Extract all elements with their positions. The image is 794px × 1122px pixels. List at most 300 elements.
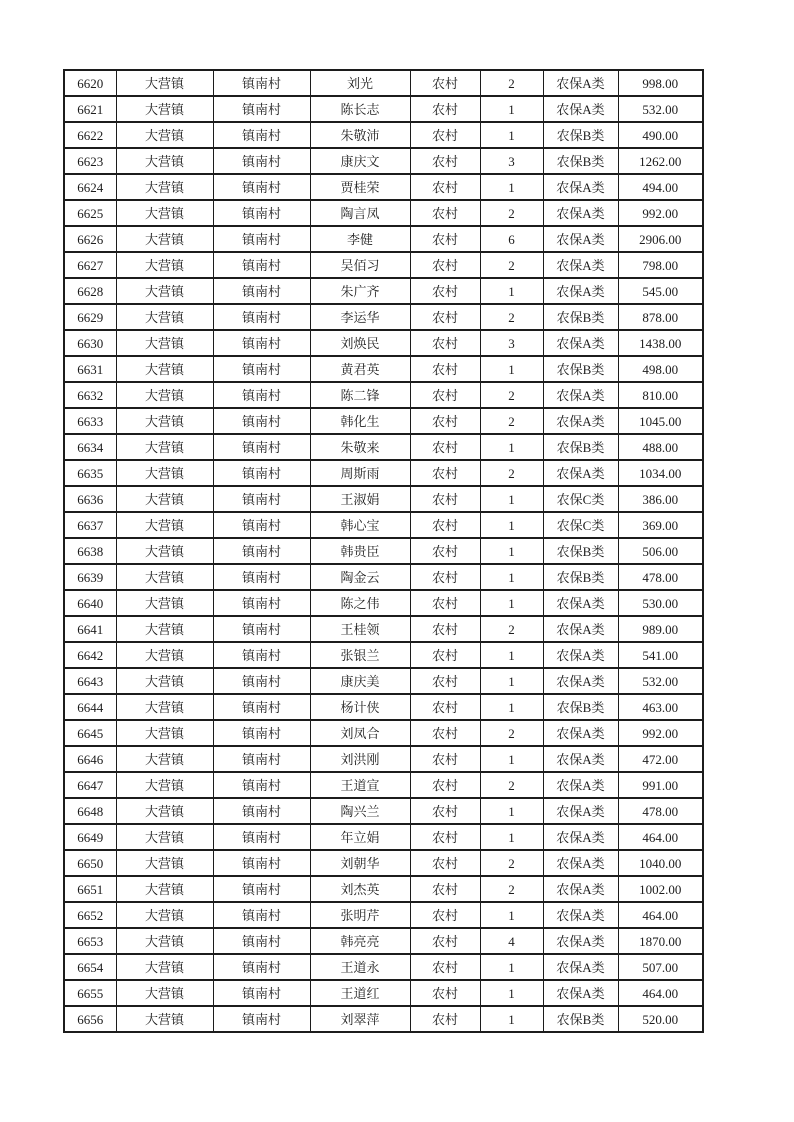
cell-town: 大营镇 bbox=[116, 850, 213, 876]
cell-person-name: 陶兴兰 bbox=[310, 798, 410, 824]
cell-category: 农村 bbox=[410, 174, 480, 200]
cell-amount: 1262.00 bbox=[618, 148, 703, 174]
cell-insurance-type: 农保B类 bbox=[543, 148, 618, 174]
cell-person-name: 刘洪刚 bbox=[310, 746, 410, 772]
cell-amount: 1438.00 bbox=[618, 330, 703, 356]
cell-person-name: 韩化生 bbox=[310, 408, 410, 434]
cell-insurance-type: 农保B类 bbox=[543, 434, 618, 460]
cell-amount: 464.00 bbox=[618, 824, 703, 850]
cell-person-name: 刘凤合 bbox=[310, 720, 410, 746]
cell-serial-number: 6641 bbox=[64, 616, 116, 642]
cell-insurance-type: 农保B类 bbox=[543, 564, 618, 590]
cell-amount: 1034.00 bbox=[618, 460, 703, 486]
cell-town: 大营镇 bbox=[116, 876, 213, 902]
cell-insurance-type: 农保A类 bbox=[543, 408, 618, 434]
cell-village: 镇南村 bbox=[213, 564, 310, 590]
table-row bbox=[64, 460, 703, 486]
cell-person-count: 4 bbox=[480, 928, 543, 954]
cell-insurance-type: 农保A类 bbox=[543, 824, 618, 850]
cell-category: 农村 bbox=[410, 252, 480, 278]
table-row bbox=[64, 330, 703, 356]
cell-category: 农村 bbox=[410, 486, 480, 512]
cell-serial-number: 6626 bbox=[64, 226, 116, 252]
cell-person-count: 1 bbox=[480, 96, 543, 122]
cell-person-count: 2 bbox=[480, 460, 543, 486]
cell-serial-number: 6627 bbox=[64, 252, 116, 278]
cell-village: 镇南村 bbox=[213, 434, 310, 460]
cell-person-count: 1 bbox=[480, 824, 543, 850]
cell-person-name: 陶金云 bbox=[310, 564, 410, 590]
table-row bbox=[64, 278, 703, 304]
cell-person-count: 1 bbox=[480, 538, 543, 564]
cell-serial-number: 6653 bbox=[64, 928, 116, 954]
cell-serial-number: 6645 bbox=[64, 720, 116, 746]
cell-person-name: 韩心宝 bbox=[310, 512, 410, 538]
cell-category: 农村 bbox=[410, 408, 480, 434]
table-row bbox=[64, 928, 703, 954]
cell-insurance-type: 农保B类 bbox=[543, 356, 618, 382]
cell-town: 大营镇 bbox=[116, 746, 213, 772]
cell-person-count: 1 bbox=[480, 1006, 543, 1032]
cell-town: 大营镇 bbox=[116, 1006, 213, 1032]
cell-person-name: 王道红 bbox=[310, 980, 410, 1006]
cell-amount: 1045.00 bbox=[618, 408, 703, 434]
cell-serial-number: 6643 bbox=[64, 668, 116, 694]
table-row bbox=[64, 356, 703, 382]
cell-amount: 532.00 bbox=[618, 96, 703, 122]
cell-person-name: 朱广齐 bbox=[310, 278, 410, 304]
cell-insurance-type: 农保A类 bbox=[543, 928, 618, 954]
cell-person-count: 1 bbox=[480, 746, 543, 772]
cell-insurance-type: 农保C类 bbox=[543, 486, 618, 512]
cell-amount: 494.00 bbox=[618, 174, 703, 200]
cell-category: 农村 bbox=[410, 200, 480, 226]
cell-person-count: 1 bbox=[480, 486, 543, 512]
table-row bbox=[64, 798, 703, 824]
cell-person-name: 吴佰习 bbox=[310, 252, 410, 278]
cell-person-name: 刘焕民 bbox=[310, 330, 410, 356]
cell-category: 农村 bbox=[410, 980, 480, 1006]
cell-serial-number: 6629 bbox=[64, 304, 116, 330]
cell-category: 农村 bbox=[410, 902, 480, 928]
cell-village: 镇南村 bbox=[213, 252, 310, 278]
cell-insurance-type: 农保A类 bbox=[543, 616, 618, 642]
cell-serial-number: 6639 bbox=[64, 564, 116, 590]
cell-serial-number: 6648 bbox=[64, 798, 116, 824]
cell-town: 大营镇 bbox=[116, 954, 213, 980]
cell-town: 大营镇 bbox=[116, 538, 213, 564]
cell-town: 大营镇 bbox=[116, 564, 213, 590]
cell-amount: 464.00 bbox=[618, 902, 703, 928]
cell-serial-number: 6633 bbox=[64, 408, 116, 434]
cell-village: 镇南村 bbox=[213, 122, 310, 148]
cell-insurance-type: 农保A类 bbox=[543, 850, 618, 876]
cell-village: 镇南村 bbox=[213, 980, 310, 1006]
cell-village: 镇南村 bbox=[213, 616, 310, 642]
cell-category: 农村 bbox=[410, 70, 480, 96]
cell-category: 农村 bbox=[410, 226, 480, 252]
cell-insurance-type: 农保A类 bbox=[543, 668, 618, 694]
table-body bbox=[64, 70, 703, 1032]
cell-person-name: 李健 bbox=[310, 226, 410, 252]
table-row bbox=[64, 252, 703, 278]
cell-person-name: 王道永 bbox=[310, 954, 410, 980]
cell-amount: 798.00 bbox=[618, 252, 703, 278]
table-row bbox=[64, 486, 703, 512]
cell-person-count: 2 bbox=[480, 382, 543, 408]
cell-town: 大营镇 bbox=[116, 772, 213, 798]
cell-serial-number: 6644 bbox=[64, 694, 116, 720]
table-row bbox=[64, 720, 703, 746]
cell-town: 大营镇 bbox=[116, 460, 213, 486]
cell-category: 农村 bbox=[410, 616, 480, 642]
cell-insurance-type: 农保A类 bbox=[543, 746, 618, 772]
cell-category: 农村 bbox=[410, 642, 480, 668]
cell-insurance-type: 农保A类 bbox=[543, 876, 618, 902]
cell-amount: 2906.00 bbox=[618, 226, 703, 252]
cell-town: 大营镇 bbox=[116, 512, 213, 538]
cell-village: 镇南村 bbox=[213, 850, 310, 876]
cell-insurance-type: 农保A类 bbox=[543, 96, 618, 122]
cell-serial-number: 6636 bbox=[64, 486, 116, 512]
cell-category: 农村 bbox=[410, 434, 480, 460]
table-row bbox=[64, 668, 703, 694]
cell-insurance-type: 农保A类 bbox=[543, 798, 618, 824]
cell-person-count: 1 bbox=[480, 798, 543, 824]
cell-category: 农村 bbox=[410, 96, 480, 122]
cell-insurance-type: 农保A类 bbox=[543, 590, 618, 616]
cell-person-count: 1 bbox=[480, 278, 543, 304]
table-row bbox=[64, 174, 703, 200]
cell-town: 大营镇 bbox=[116, 252, 213, 278]
cell-insurance-type: 农保A类 bbox=[543, 382, 618, 408]
table-row bbox=[64, 538, 703, 564]
cell-village: 镇南村 bbox=[213, 642, 310, 668]
cell-person-name: 刘朝华 bbox=[310, 850, 410, 876]
table-row bbox=[64, 902, 703, 928]
cell-village: 镇南村 bbox=[213, 200, 310, 226]
cell-person-name: 刘光 bbox=[310, 70, 410, 96]
cell-category: 农村 bbox=[410, 356, 480, 382]
cell-person-name: 韩贵臣 bbox=[310, 538, 410, 564]
cell-person-name: 年立娟 bbox=[310, 824, 410, 850]
cell-category: 农村 bbox=[410, 512, 480, 538]
cell-village: 镇南村 bbox=[213, 746, 310, 772]
cell-person-count: 1 bbox=[480, 174, 543, 200]
cell-serial-number: 6649 bbox=[64, 824, 116, 850]
cell-amount: 488.00 bbox=[618, 434, 703, 460]
cell-amount: 545.00 bbox=[618, 278, 703, 304]
cell-serial-number: 6632 bbox=[64, 382, 116, 408]
cell-person-name: 朱敬沛 bbox=[310, 122, 410, 148]
cell-village: 镇南村 bbox=[213, 174, 310, 200]
cell-village: 镇南村 bbox=[213, 720, 310, 746]
cell-person-count: 3 bbox=[480, 330, 543, 356]
cell-amount: 478.00 bbox=[618, 564, 703, 590]
cell-serial-number: 6625 bbox=[64, 200, 116, 226]
cell-insurance-type: 农保A类 bbox=[543, 980, 618, 1006]
table-row bbox=[64, 512, 703, 538]
cell-insurance-type: 农保A类 bbox=[543, 642, 618, 668]
cell-amount: 810.00 bbox=[618, 382, 703, 408]
table-row bbox=[64, 226, 703, 252]
table-row bbox=[64, 746, 703, 772]
cell-person-name: 朱敬来 bbox=[310, 434, 410, 460]
cell-amount: 472.00 bbox=[618, 746, 703, 772]
cell-town: 大营镇 bbox=[116, 408, 213, 434]
cell-serial-number: 6630 bbox=[64, 330, 116, 356]
cell-category: 农村 bbox=[410, 746, 480, 772]
cell-category: 农村 bbox=[410, 122, 480, 148]
table-row bbox=[64, 408, 703, 434]
cell-person-count: 2 bbox=[480, 772, 543, 798]
cell-person-count: 1 bbox=[480, 954, 543, 980]
cell-village: 镇南村 bbox=[213, 382, 310, 408]
cell-category: 农村 bbox=[410, 590, 480, 616]
cell-village: 镇南村 bbox=[213, 668, 310, 694]
table-row bbox=[64, 954, 703, 980]
cell-village: 镇南村 bbox=[213, 1006, 310, 1032]
cell-town: 大营镇 bbox=[116, 226, 213, 252]
table-row bbox=[64, 642, 703, 668]
cell-village: 镇南村 bbox=[213, 226, 310, 252]
cell-town: 大营镇 bbox=[116, 928, 213, 954]
cell-amount: 498.00 bbox=[618, 356, 703, 382]
cell-village: 镇南村 bbox=[213, 772, 310, 798]
cell-serial-number: 6650 bbox=[64, 850, 116, 876]
cell-serial-number: 6652 bbox=[64, 902, 116, 928]
cell-village: 镇南村 bbox=[213, 824, 310, 850]
cell-town: 大营镇 bbox=[116, 174, 213, 200]
cell-category: 农村 bbox=[410, 798, 480, 824]
cell-person-name: 刘翠萍 bbox=[310, 1006, 410, 1032]
cell-amount: 464.00 bbox=[618, 980, 703, 1006]
cell-category: 农村 bbox=[410, 694, 480, 720]
cell-village: 镇南村 bbox=[213, 902, 310, 928]
table-row bbox=[64, 824, 703, 850]
cell-person-name: 周斯雨 bbox=[310, 460, 410, 486]
cell-village: 镇南村 bbox=[213, 928, 310, 954]
cell-serial-number: 6628 bbox=[64, 278, 116, 304]
cell-category: 农村 bbox=[410, 1006, 480, 1032]
cell-amount: 991.00 bbox=[618, 772, 703, 798]
table-row bbox=[64, 434, 703, 460]
cell-serial-number: 6655 bbox=[64, 980, 116, 1006]
cell-person-name: 陈之伟 bbox=[310, 590, 410, 616]
cell-amount: 530.00 bbox=[618, 590, 703, 616]
cell-serial-number: 6646 bbox=[64, 746, 116, 772]
table-row bbox=[64, 564, 703, 590]
cell-person-name: 陈长志 bbox=[310, 96, 410, 122]
cell-amount: 369.00 bbox=[618, 512, 703, 538]
cell-person-name: 张明芹 bbox=[310, 902, 410, 928]
cell-town: 大营镇 bbox=[116, 148, 213, 174]
cell-category: 农村 bbox=[410, 538, 480, 564]
table-row bbox=[64, 96, 703, 122]
cell-insurance-type: 农保B类 bbox=[543, 122, 618, 148]
cell-village: 镇南村 bbox=[213, 408, 310, 434]
cell-category: 农村 bbox=[410, 330, 480, 356]
cell-village: 镇南村 bbox=[213, 70, 310, 96]
cell-town: 大营镇 bbox=[116, 434, 213, 460]
cell-person-count: 1 bbox=[480, 694, 543, 720]
cell-serial-number: 6623 bbox=[64, 148, 116, 174]
cell-insurance-type: 农保A类 bbox=[543, 278, 618, 304]
cell-person-count: 1 bbox=[480, 512, 543, 538]
cell-person-name: 陶言凤 bbox=[310, 200, 410, 226]
cell-town: 大营镇 bbox=[116, 798, 213, 824]
cell-insurance-type: 农保A类 bbox=[543, 772, 618, 798]
cell-person-name: 王道宣 bbox=[310, 772, 410, 798]
cell-person-count: 6 bbox=[480, 226, 543, 252]
cell-amount: 1002.00 bbox=[618, 876, 703, 902]
cell-serial-number: 6631 bbox=[64, 356, 116, 382]
cell-category: 农村 bbox=[410, 382, 480, 408]
table-row bbox=[64, 1006, 703, 1032]
cell-person-count: 2 bbox=[480, 876, 543, 902]
cell-person-count: 3 bbox=[480, 148, 543, 174]
cell-person-count: 2 bbox=[480, 200, 543, 226]
table-row bbox=[64, 304, 703, 330]
cell-person-name: 刘杰英 bbox=[310, 876, 410, 902]
cell-serial-number: 6651 bbox=[64, 876, 116, 902]
cell-insurance-type: 农保A类 bbox=[543, 460, 618, 486]
cell-serial-number: 6637 bbox=[64, 512, 116, 538]
cell-serial-number: 6624 bbox=[64, 174, 116, 200]
cell-town: 大营镇 bbox=[116, 980, 213, 1006]
cell-town: 大营镇 bbox=[116, 720, 213, 746]
table-row bbox=[64, 694, 703, 720]
cell-town: 大营镇 bbox=[116, 304, 213, 330]
cell-person-count: 1 bbox=[480, 590, 543, 616]
cell-town: 大营镇 bbox=[116, 96, 213, 122]
cell-village: 镇南村 bbox=[213, 798, 310, 824]
cell-town: 大营镇 bbox=[116, 200, 213, 226]
cell-town: 大营镇 bbox=[116, 356, 213, 382]
cell-category: 农村 bbox=[410, 304, 480, 330]
cell-person-count: 2 bbox=[480, 304, 543, 330]
cell-person-count: 1 bbox=[480, 980, 543, 1006]
cell-insurance-type: 农保A类 bbox=[543, 200, 618, 226]
cell-serial-number: 6622 bbox=[64, 122, 116, 148]
cell-town: 大营镇 bbox=[116, 330, 213, 356]
cell-village: 镇南村 bbox=[213, 304, 310, 330]
cell-serial-number: 6638 bbox=[64, 538, 116, 564]
cell-person-count: 1 bbox=[480, 356, 543, 382]
table-row bbox=[64, 616, 703, 642]
cell-town: 大营镇 bbox=[116, 590, 213, 616]
cell-amount: 1040.00 bbox=[618, 850, 703, 876]
cell-insurance-type: 农保B类 bbox=[543, 1006, 618, 1032]
cell-serial-number: 6640 bbox=[64, 590, 116, 616]
cell-insurance-type: 农保A类 bbox=[543, 330, 618, 356]
cell-person-name: 黄君英 bbox=[310, 356, 410, 382]
cell-person-count: 1 bbox=[480, 668, 543, 694]
cell-amount: 989.00 bbox=[618, 616, 703, 642]
table-row bbox=[64, 850, 703, 876]
cell-amount: 532.00 bbox=[618, 668, 703, 694]
cell-person-count: 2 bbox=[480, 616, 543, 642]
cell-amount: 506.00 bbox=[618, 538, 703, 564]
cell-category: 农村 bbox=[410, 928, 480, 954]
cell-insurance-type: 农保B类 bbox=[543, 538, 618, 564]
cell-category: 农村 bbox=[410, 668, 480, 694]
cell-serial-number: 6621 bbox=[64, 96, 116, 122]
cell-village: 镇南村 bbox=[213, 278, 310, 304]
cell-serial-number: 6647 bbox=[64, 772, 116, 798]
cell-person-name: 杨计侠 bbox=[310, 694, 410, 720]
cell-person-name: 王桂领 bbox=[310, 616, 410, 642]
cell-serial-number: 6620 bbox=[64, 70, 116, 96]
cell-amount: 992.00 bbox=[618, 720, 703, 746]
cell-amount: 992.00 bbox=[618, 200, 703, 226]
table-row bbox=[64, 70, 703, 96]
cell-insurance-type: 农保A类 bbox=[543, 174, 618, 200]
cell-insurance-type: 农保A类 bbox=[543, 226, 618, 252]
cell-person-count: 2 bbox=[480, 70, 543, 96]
cell-village: 镇南村 bbox=[213, 356, 310, 382]
cell-town: 大营镇 bbox=[116, 824, 213, 850]
cell-town: 大营镇 bbox=[116, 122, 213, 148]
table-row bbox=[64, 590, 703, 616]
cell-insurance-type: 农保C类 bbox=[543, 512, 618, 538]
cell-insurance-type: 农保A类 bbox=[543, 70, 618, 96]
table-row bbox=[64, 200, 703, 226]
table-row bbox=[64, 772, 703, 798]
cell-insurance-type: 农保A类 bbox=[543, 902, 618, 928]
cell-insurance-type: 农保A类 bbox=[543, 954, 618, 980]
cell-person-count: 2 bbox=[480, 408, 543, 434]
cell-village: 镇南村 bbox=[213, 538, 310, 564]
cell-serial-number: 6635 bbox=[64, 460, 116, 486]
cell-person-name: 康庆美 bbox=[310, 668, 410, 694]
cell-person-name: 康庆文 bbox=[310, 148, 410, 174]
cell-category: 农村 bbox=[410, 460, 480, 486]
cell-village: 镇南村 bbox=[213, 876, 310, 902]
cell-serial-number: 6642 bbox=[64, 642, 116, 668]
cell-insurance-type: 农保A类 bbox=[543, 252, 618, 278]
cell-person-count: 1 bbox=[480, 642, 543, 668]
cell-amount: 478.00 bbox=[618, 798, 703, 824]
cell-town: 大营镇 bbox=[116, 70, 213, 96]
table-row bbox=[64, 980, 703, 1006]
cell-village: 镇南村 bbox=[213, 694, 310, 720]
cell-amount: 463.00 bbox=[618, 694, 703, 720]
cell-insurance-type: 农保B类 bbox=[543, 304, 618, 330]
cell-village: 镇南村 bbox=[213, 590, 310, 616]
cell-village: 镇南村 bbox=[213, 460, 310, 486]
cell-town: 大营镇 bbox=[116, 616, 213, 642]
cell-town: 大营镇 bbox=[116, 486, 213, 512]
cell-town: 大营镇 bbox=[116, 278, 213, 304]
cell-category: 农村 bbox=[410, 824, 480, 850]
cell-town: 大营镇 bbox=[116, 668, 213, 694]
cell-category: 农村 bbox=[410, 148, 480, 174]
cell-serial-number: 6656 bbox=[64, 1006, 116, 1032]
cell-person-count: 1 bbox=[480, 122, 543, 148]
cell-town: 大营镇 bbox=[116, 642, 213, 668]
cell-town: 大营镇 bbox=[116, 382, 213, 408]
cell-amount: 1870.00 bbox=[618, 928, 703, 954]
cell-town: 大营镇 bbox=[116, 902, 213, 928]
cell-serial-number: 6634 bbox=[64, 434, 116, 460]
cell-person-count: 2 bbox=[480, 252, 543, 278]
cell-village: 镇南村 bbox=[213, 512, 310, 538]
cell-category: 农村 bbox=[410, 876, 480, 902]
table-row bbox=[64, 382, 703, 408]
cell-amount: 490.00 bbox=[618, 122, 703, 148]
cell-amount: 541.00 bbox=[618, 642, 703, 668]
